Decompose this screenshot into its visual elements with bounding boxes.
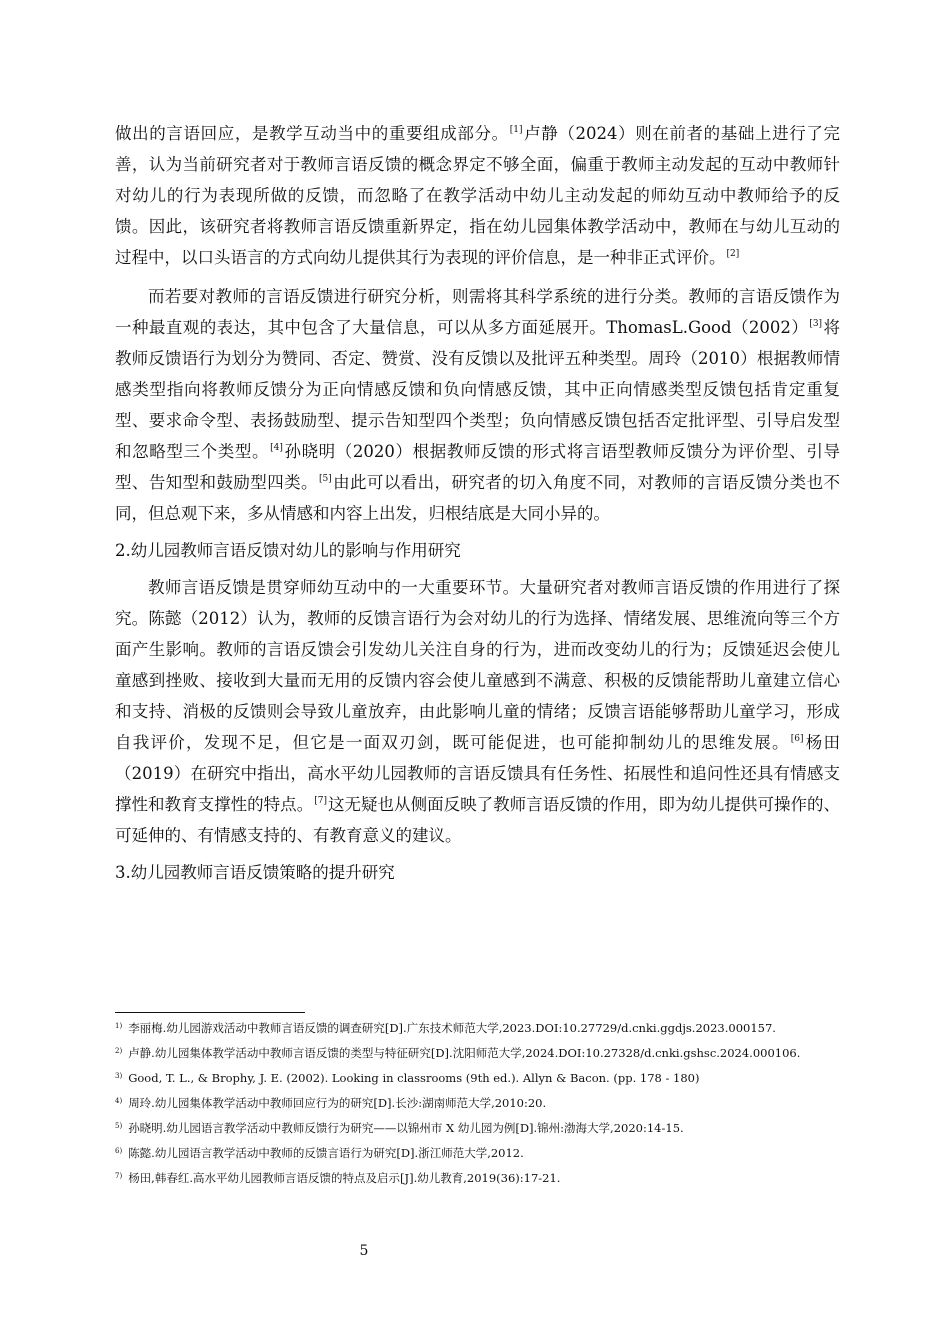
text-run: 卢静（2024）则在前者的基础上进行了完善，认为当前研究者对于教师言语反馈的概念界定不够全面，偏重于教师主动发起的互动中教师针对幼儿的行为表现所做的反馈，而忽略了在教学活动中幼儿主动发起的师幼互动中教师给予的反馈。因此，该研究者将教师言语反馈重新界定，指在幼儿园集体教学活动中，教师在与幼儿互动的过程中，以口头语言的方式向幼儿提供其行为表现的评价信息，是一种非正式评价。	[115, 124, 840, 267]
citation-ref-7[interactable]: [7]	[314, 796, 327, 806]
text-run: 教师言语反馈是贯穿师幼互动中的一大重要环节。大量研究者对教师言语反馈的作用进行了探究。陈懿（2012）认为，教师的反馈言语行为会对幼儿的行为选择、情绪发展、思维流向等三个方面产生影响。教师的言语反馈会引发幼儿关注自身的行为，进而改变幼儿的行为；反馈延迟会使儿童感到挫败、接收到大量而无用的反馈内容会使儿童感到不满意、积极的反馈能帮助儿童建立信心和支持、消极的反馈则会导致儿童放弃，由此影响儿童的情绪；反馈言语能够帮助儿童学习，形成自我评价，发现不足，但它是一面双刃剑，既可能促进，也可能抑制幼儿的思维发展。	[115, 578, 840, 752]
footnote-text: 孙晓明.幼儿园语言教学活动中教师反馈行为研究——以锦州市 X 幼儿园为例[D].锦州:渤海大学,2020:14-15.	[128, 1121, 684, 1135]
footnote-item	[115, 1168, 840, 1188]
footnote-divider	[115, 1012, 305, 1013]
footnote-item	[115, 1068, 840, 1088]
citation-ref-5[interactable]: [5]	[318, 474, 332, 484]
footnote-number: 2)	[115, 1047, 123, 1055]
footnote-item	[115, 1093, 840, 1113]
paragraph-3	[115, 572, 840, 851]
footnote-number: 7)	[115, 1172, 123, 1180]
paragraph-1	[115, 118, 840, 273]
body-text	[115, 118, 840, 894]
citation-ref-2[interactable]: [2]	[726, 249, 740, 259]
footnote-item	[115, 1143, 840, 1163]
text-run: 孙晓明（2020）根据教师反馈的形式将言语型教师反馈分为评价型、引导型、告知型和鼓励型四类。	[115, 442, 841, 492]
page-number: 5	[359, 1243, 369, 1259]
section-heading-2: 2.幼儿园教师言语反馈对幼儿的影响与作用研究	[115, 541, 461, 560]
footnote-item	[115, 1118, 840, 1138]
text-run: 将教师反馈语行为划分为赞同、否定、赞赏、没有反馈以及批评五种类型。周玲（2010）根据教师情感类型指向将教师反馈分为正向情感反馈和负向情感反馈，其中正向情感类型反馈包括肯定重复型、要求命令型、表扬鼓励型、提示告知型四个类型；负向情感反馈包括否定批评型、引导启发型和忽略型三个类型。	[115, 318, 841, 461]
footnotes	[115, 1018, 840, 1193]
footnote-text: 李丽梅.幼儿园游戏活动中教师言语反馈的调查研究[D].广东技术师范大学,2023.DOI:10.27729/d.cnki.ggdjs.2023.000157.	[128, 1021, 776, 1035]
footnote-text: 卢静.幼儿园集体教学活动中教师言语反馈的类型与特征研究[D].沈阳师范大学,2024.DOI:10.27328/d.cnki.gshsc.2024.000106.	[128, 1046, 801, 1060]
text-run: 这无疑也从侧面反映了教师言语反馈的作用，即为幼儿提供可操作的、可延伸的、有情感支持的、有教育意义的建议。	[115, 795, 841, 845]
footnote-text: 杨田,韩春红.高水平幼儿园教师言语反馈的特点及启示[J].幼儿教育,2019(36):17-21.	[128, 1171, 561, 1185]
paragraph-2	[115, 281, 840, 529]
footnote-item	[115, 1043, 840, 1063]
text-run: 杨田（2019）在研究中指出，高水平幼儿园教师的言语反馈具有任务性、拓展性和追问性还具有情感支撑性和教育支撑性的特点。	[115, 733, 841, 814]
text-run: 而若要对教师的言语反馈进行研究分析，则需将其科学系统的进行分类。教师的言语反馈作为一种最直观的表达，其中包含了大量信息，可以从多方面延展开。ThomasL.Good（2002）	[115, 287, 840, 337]
footnote-text: 周玲.幼儿园集体教学活动中教师回应行为的研究[D].长沙:湖南师范大学,2010:20.	[128, 1096, 547, 1110]
footnote-number: 1)	[115, 1022, 123, 1030]
footnote-item	[115, 1018, 840, 1038]
footnote-text: Good, T. L., & Brophy, J. E. (2002). Looking in classrooms (9th ed.). Allyn & Bacon. (pp. 178 - 180)	[128, 1071, 700, 1085]
text-run: 做出的言语回应，是教学互动当中的重要组成部分。	[115, 124, 509, 143]
citation-ref-1[interactable]: [1]	[509, 125, 523, 135]
citation-ref-3[interactable]: [3]	[809, 319, 823, 329]
section-heading-3: 3.幼儿园教师言语反馈策略的提升研究	[115, 863, 395, 882]
text-run: 由此可以看出，研究者的切入角度不同，对教师的言语反馈分类也不同，但总观下来，多从情感和内容上出发，归根结底是大同小异的。	[115, 473, 841, 523]
footnote-number: 3)	[115, 1072, 123, 1080]
citation-ref-4[interactable]: [4]	[270, 443, 283, 453]
footnote-text: 陈懿.幼儿园语言教学活动中教师的反馈言语行为研究[D].浙江师范大学,2012.	[128, 1146, 524, 1160]
footnote-number: 4)	[115, 1097, 123, 1105]
footnote-number: 6)	[115, 1147, 123, 1155]
footnote-number: 5)	[115, 1122, 123, 1130]
citation-ref-6[interactable]: [6]	[790, 734, 804, 744]
